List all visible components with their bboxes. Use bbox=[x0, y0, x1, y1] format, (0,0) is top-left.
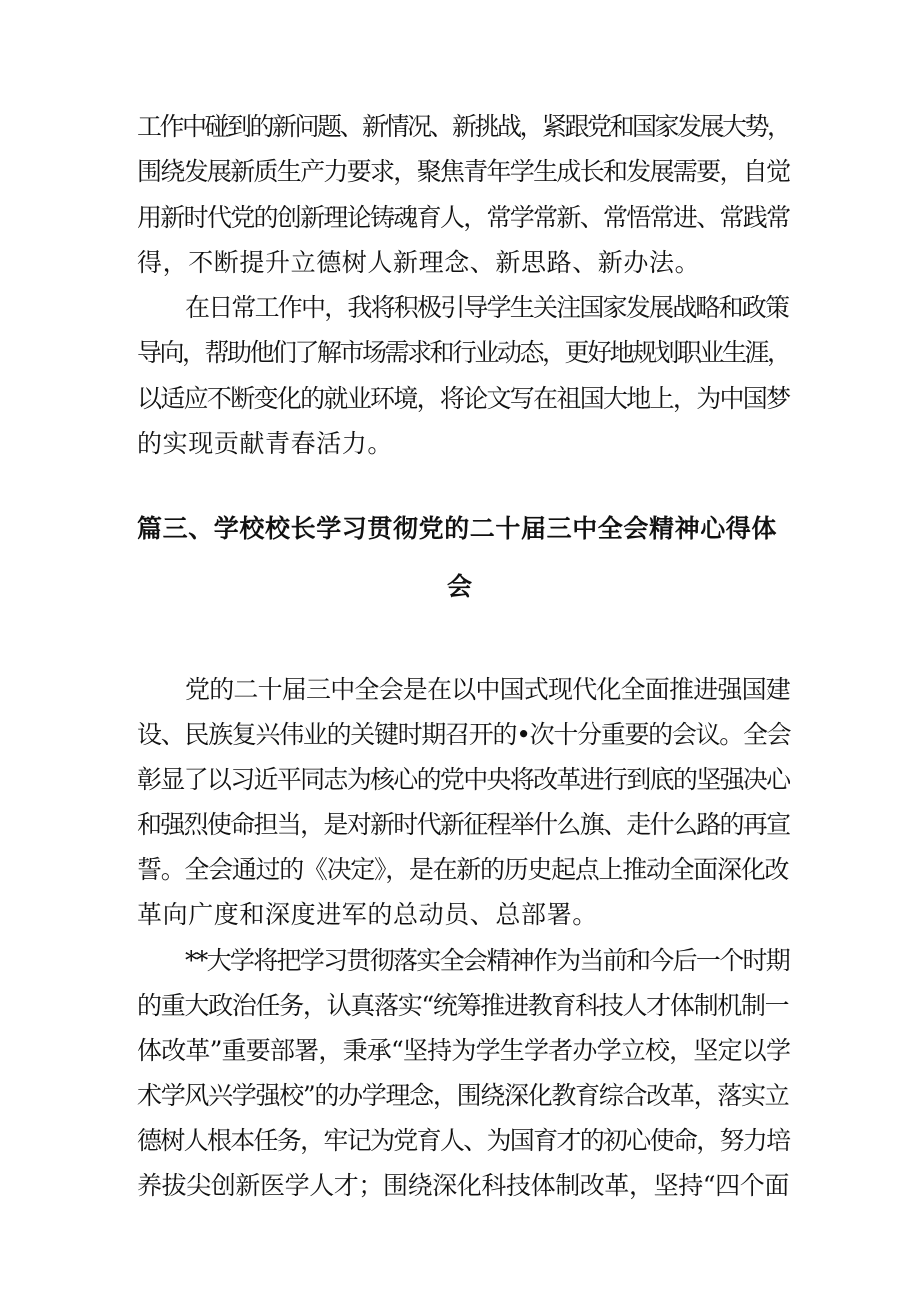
paragraph-line: **大学将把学习贯彻落实全会精神作为当前和今后一个时期 bbox=[185, 946, 790, 975]
paragraph-line: 用新时代党的创新理论铸魂育人，常学常新、常悟常进、常践常 bbox=[137, 203, 790, 232]
paragraph-line: 术学风兴学强校”的办学理念，围绕深化教育综合改革，落实立 bbox=[137, 1081, 789, 1110]
paragraph-line: 彰显了以习近平同志为核心的党中央将改革进行到底的坚强决心 bbox=[137, 765, 790, 794]
paragraph-line: 围绕发展新质生产力要求，聚焦青年学生成长和发展需要，自觉 bbox=[137, 157, 790, 186]
section-heading-line-1: 篇三、学校校长学习贯彻党的二十届三中全会精神心得体 bbox=[137, 514, 778, 543]
paragraph-line: 设、民族复兴伟业的关键时期召开的•次十分重要的会议。全会 bbox=[137, 720, 791, 749]
paragraph-line: 工作中碰到的新问题、新情况、新挑战，紧跟党和国家发展大势， bbox=[137, 112, 790, 141]
paragraph-line: 在日常工作中，我将积极引导学生关注国家发展战略和政策 bbox=[185, 293, 789, 322]
paragraph-line: 德树人根本任务，牢记为党育人、为国育才的初心使命，努力培 bbox=[137, 1126, 790, 1155]
paragraph-line: 养拔尖创新医学人才；围绕深化科技体制改革，坚持“四个面 bbox=[137, 1171, 789, 1200]
paragraph-line: 得，不断提升立德树人新理念、新思路、新办法。 bbox=[137, 248, 701, 277]
paragraph-line: 的实现贡献青春活力。 bbox=[137, 429, 394, 458]
section-heading-line-2: 会 bbox=[447, 572, 473, 601]
paragraph-line: 誓。全会通过的《决定》，是在新的历史起点上推动全面深化改 bbox=[137, 855, 789, 884]
paragraph-line: 体改革”重要部署，秉承“坚持为学生学者办学立校，坚定以学 bbox=[137, 1036, 791, 1065]
paragraph-line: 革向广度和深度进军的总动员、总部署。 bbox=[137, 900, 598, 929]
paragraph-line: 和强烈使命担当，是对新时代新征程举什么旗、走什么路的再宣 bbox=[137, 810, 790, 839]
paragraph-line: 党的二十届三中全会是在以中国式现代化全面推进强国建 bbox=[185, 675, 791, 704]
paragraph-line: 的重大政治任务，认真落实“统筹推进教育科技人才体制机制一 bbox=[137, 991, 789, 1020]
paragraph-line: 导向，帮助他们了解市场需求和行业动态，更好地规划职业生涯， bbox=[137, 338, 790, 367]
paragraph-line: 以适应不断变化的就业环境，将论文写在祖国大地上，为中国梦 bbox=[137, 384, 790, 413]
